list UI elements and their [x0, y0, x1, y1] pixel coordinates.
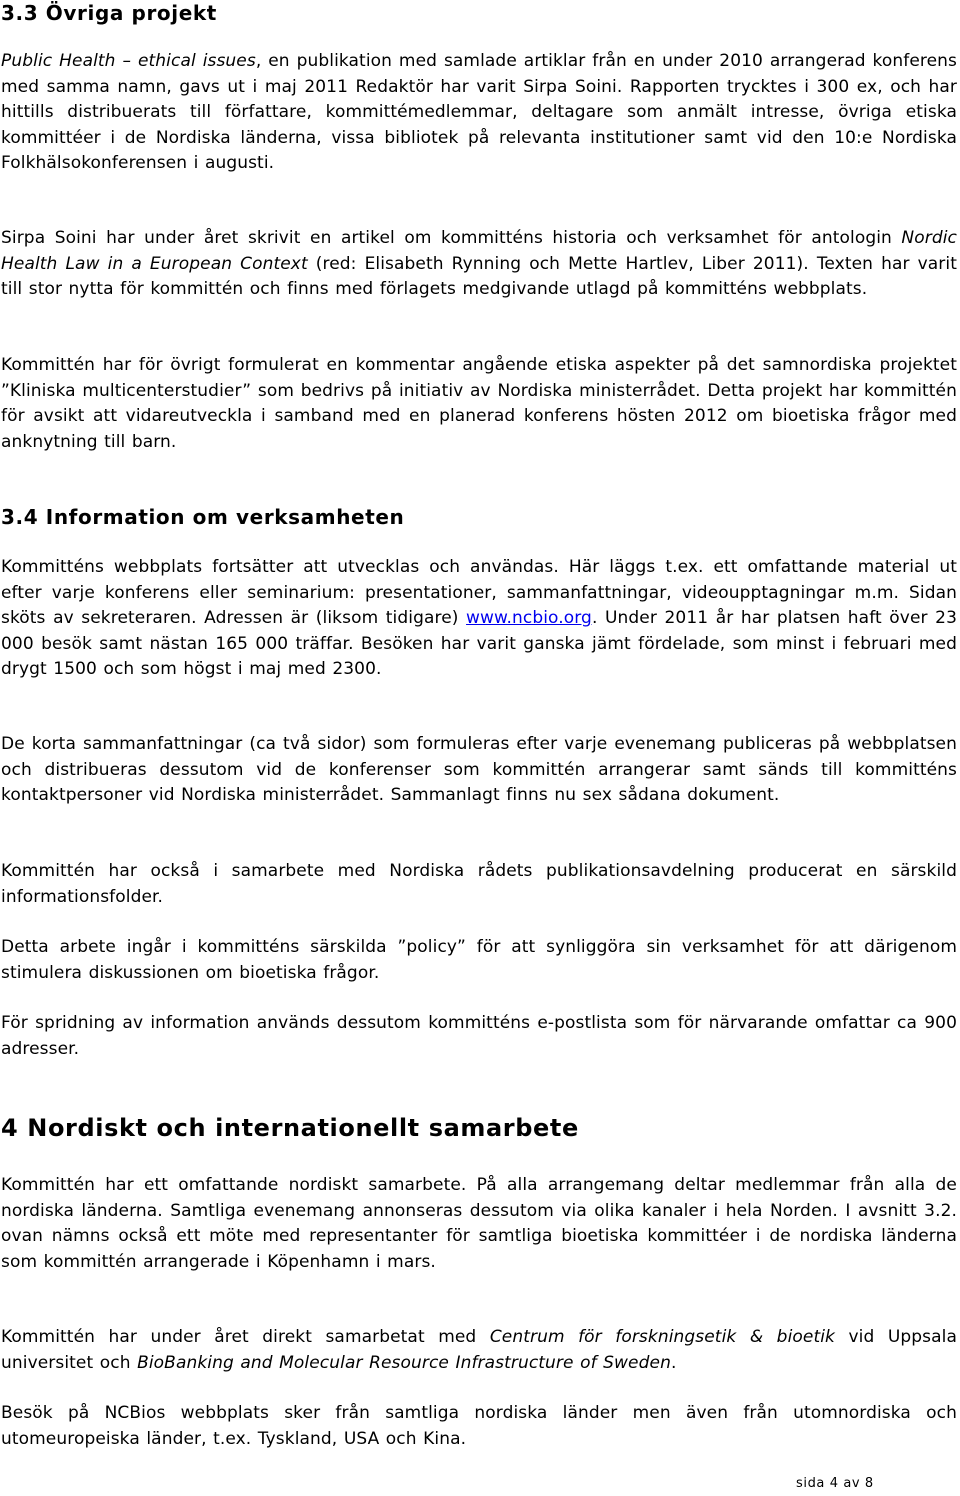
paragraph-comment: Kommittén har för övrigt formulerat en kommentar angående etiska aspekter på det samnordiska projektet ”Kliniska multicenterstudier” som bedrivs på initiativ av Nordiska ministerrådet. Detta projekt har kommittén för avsikt att vidareutveckla i samband med en planerad konferens hösten 2012 om bioetiska frågor med anknytning till barn.: [1, 355, 957, 452]
paragraph-visitors: Besök på NCBios webbplats sker från samtliga nordiska länder men även från utomnordiska och utomeuropeiska länder, t.ex. Tyskland, USA och Kina.: [1, 1403, 957, 1449]
paragraph-mailing-list: För spridning av information används dessutom kommitténs e-postlista som för närvarande omfattar ca 900 adresser.: [1, 1013, 957, 1059]
paragraph-collaboration: Kommittén har under året direkt samarbetat med Centrum för forskningsetik & bioetik vid Uppsala universitet och BioBanking and Molecular Resource Infrastructure of Sweden.: [1, 1327, 957, 1373]
section-heading-3-3: 3.3 Övriga projekt: [1, 1, 217, 25]
institution-title-biobanking: BioBanking and Molecular Resource Infrastructure of Sweden: [137, 1352, 671, 1373]
paragraph-nordic-cooperation: Kommittén har ett omfattande nordiskt samarbete. På alla arrangemang deltar medlemmar från alla de nordiska länderna. Samtliga evenemang annonseras dessutom via olika kanaler i hela Norden. I avsnitt 3.2. ovan nämns också ett möte med representanter för samtliga bioetiska kommittéer i de nordiska länderna som kommittén arrangerade i Köpenhamn i mars.: [1, 1175, 957, 1272]
website-link[interactable]: www.ncbio.org: [466, 608, 592, 629]
chapter-heading-4: 4 Nordiskt och internationellt samarbete: [1, 1114, 579, 1142]
anthology-title: Nordic Health Law in a European Context: [1, 228, 957, 274]
paragraph-summaries: De korta sammanfattningar (ca två sidor) som formuleras efter varje evenemang publiceras på webbplatsen och distribueras dessutom vid de konferenser som kommittén arrangerar samt sänds till kommitténs kontaktpersoner vid Nordiska ministerrådet. Sammanlagt finns nu sex sådana dokument.: [1, 734, 957, 806]
publication-title: Public Health – ethical issues: [1, 51, 256, 71]
paragraph-folder: Kommittén har också i samarbete med Nordiska rådets publikationsavdelning producerat en särskild informationsfolder.: [1, 861, 957, 907]
institution-title-uppsala: Centrum för forskningsetik & bioetik: [489, 1327, 835, 1347]
section-heading-3-4: 3.4 Information om verksamheten: [1, 505, 405, 529]
paragraph-anthology: Sirpa Soini har under året skrivit en artikel om kommitténs historia och verksamhet för antologin Nordic Health Law in a European Context (red: Elisabeth Rynning och Mette Hartlev, Liber 2011). Texten har varit till stor nytta för kommittén och finns med förlagets medgivande utlagd på kommitténs webbplats.: [1, 228, 957, 300]
paragraph-public-health: Public Health – ethical issues, en publikation med samlade artiklar från en under 2010 arrangerad konferens med samma namn, gavs ut i maj 2011 Redaktör har varit Sirpa Soini. Rapporten trycktes i 300 ex, och har hittills distribuerats till författare, kommittémedlemmar, deltagare som anmält intresse, övriga etiska kommittéer i de Nordiska länderna, vissa bibliotek på relevanta institutioner samt vid den 10:e Nordiska Folkhälsokonferensen i augusti.: [1, 51, 957, 174]
paragraph-policy: Detta arbete ingår i kommitténs särskilda ”policy” för att synliggöra sin verksamhet för att därigenom stimulera diskussionen om bioetiska frågor.: [1, 937, 957, 983]
paragraph-website: Kommitténs webbplats fortsätter att utvecklas och användas. Här läggs t.ex. ett omfattande material ut efter varje konferens eller seminarium: presentationer, sammanfattningar, videoupptagningar m.m. Sidan sköts av sekreteraren. Adressen är (liksom tidigare) www.ncbio.org. Under 2011 år har platsen haft över 23 000 besök samt nästan 165 000 träffar. Besöken har varit ganska jämt fördelade, som minst i februari med drygt 1500 och som högst i maj med 2300.: [1, 557, 957, 680]
page-number: sida 4 av 8: [796, 1476, 874, 1491]
